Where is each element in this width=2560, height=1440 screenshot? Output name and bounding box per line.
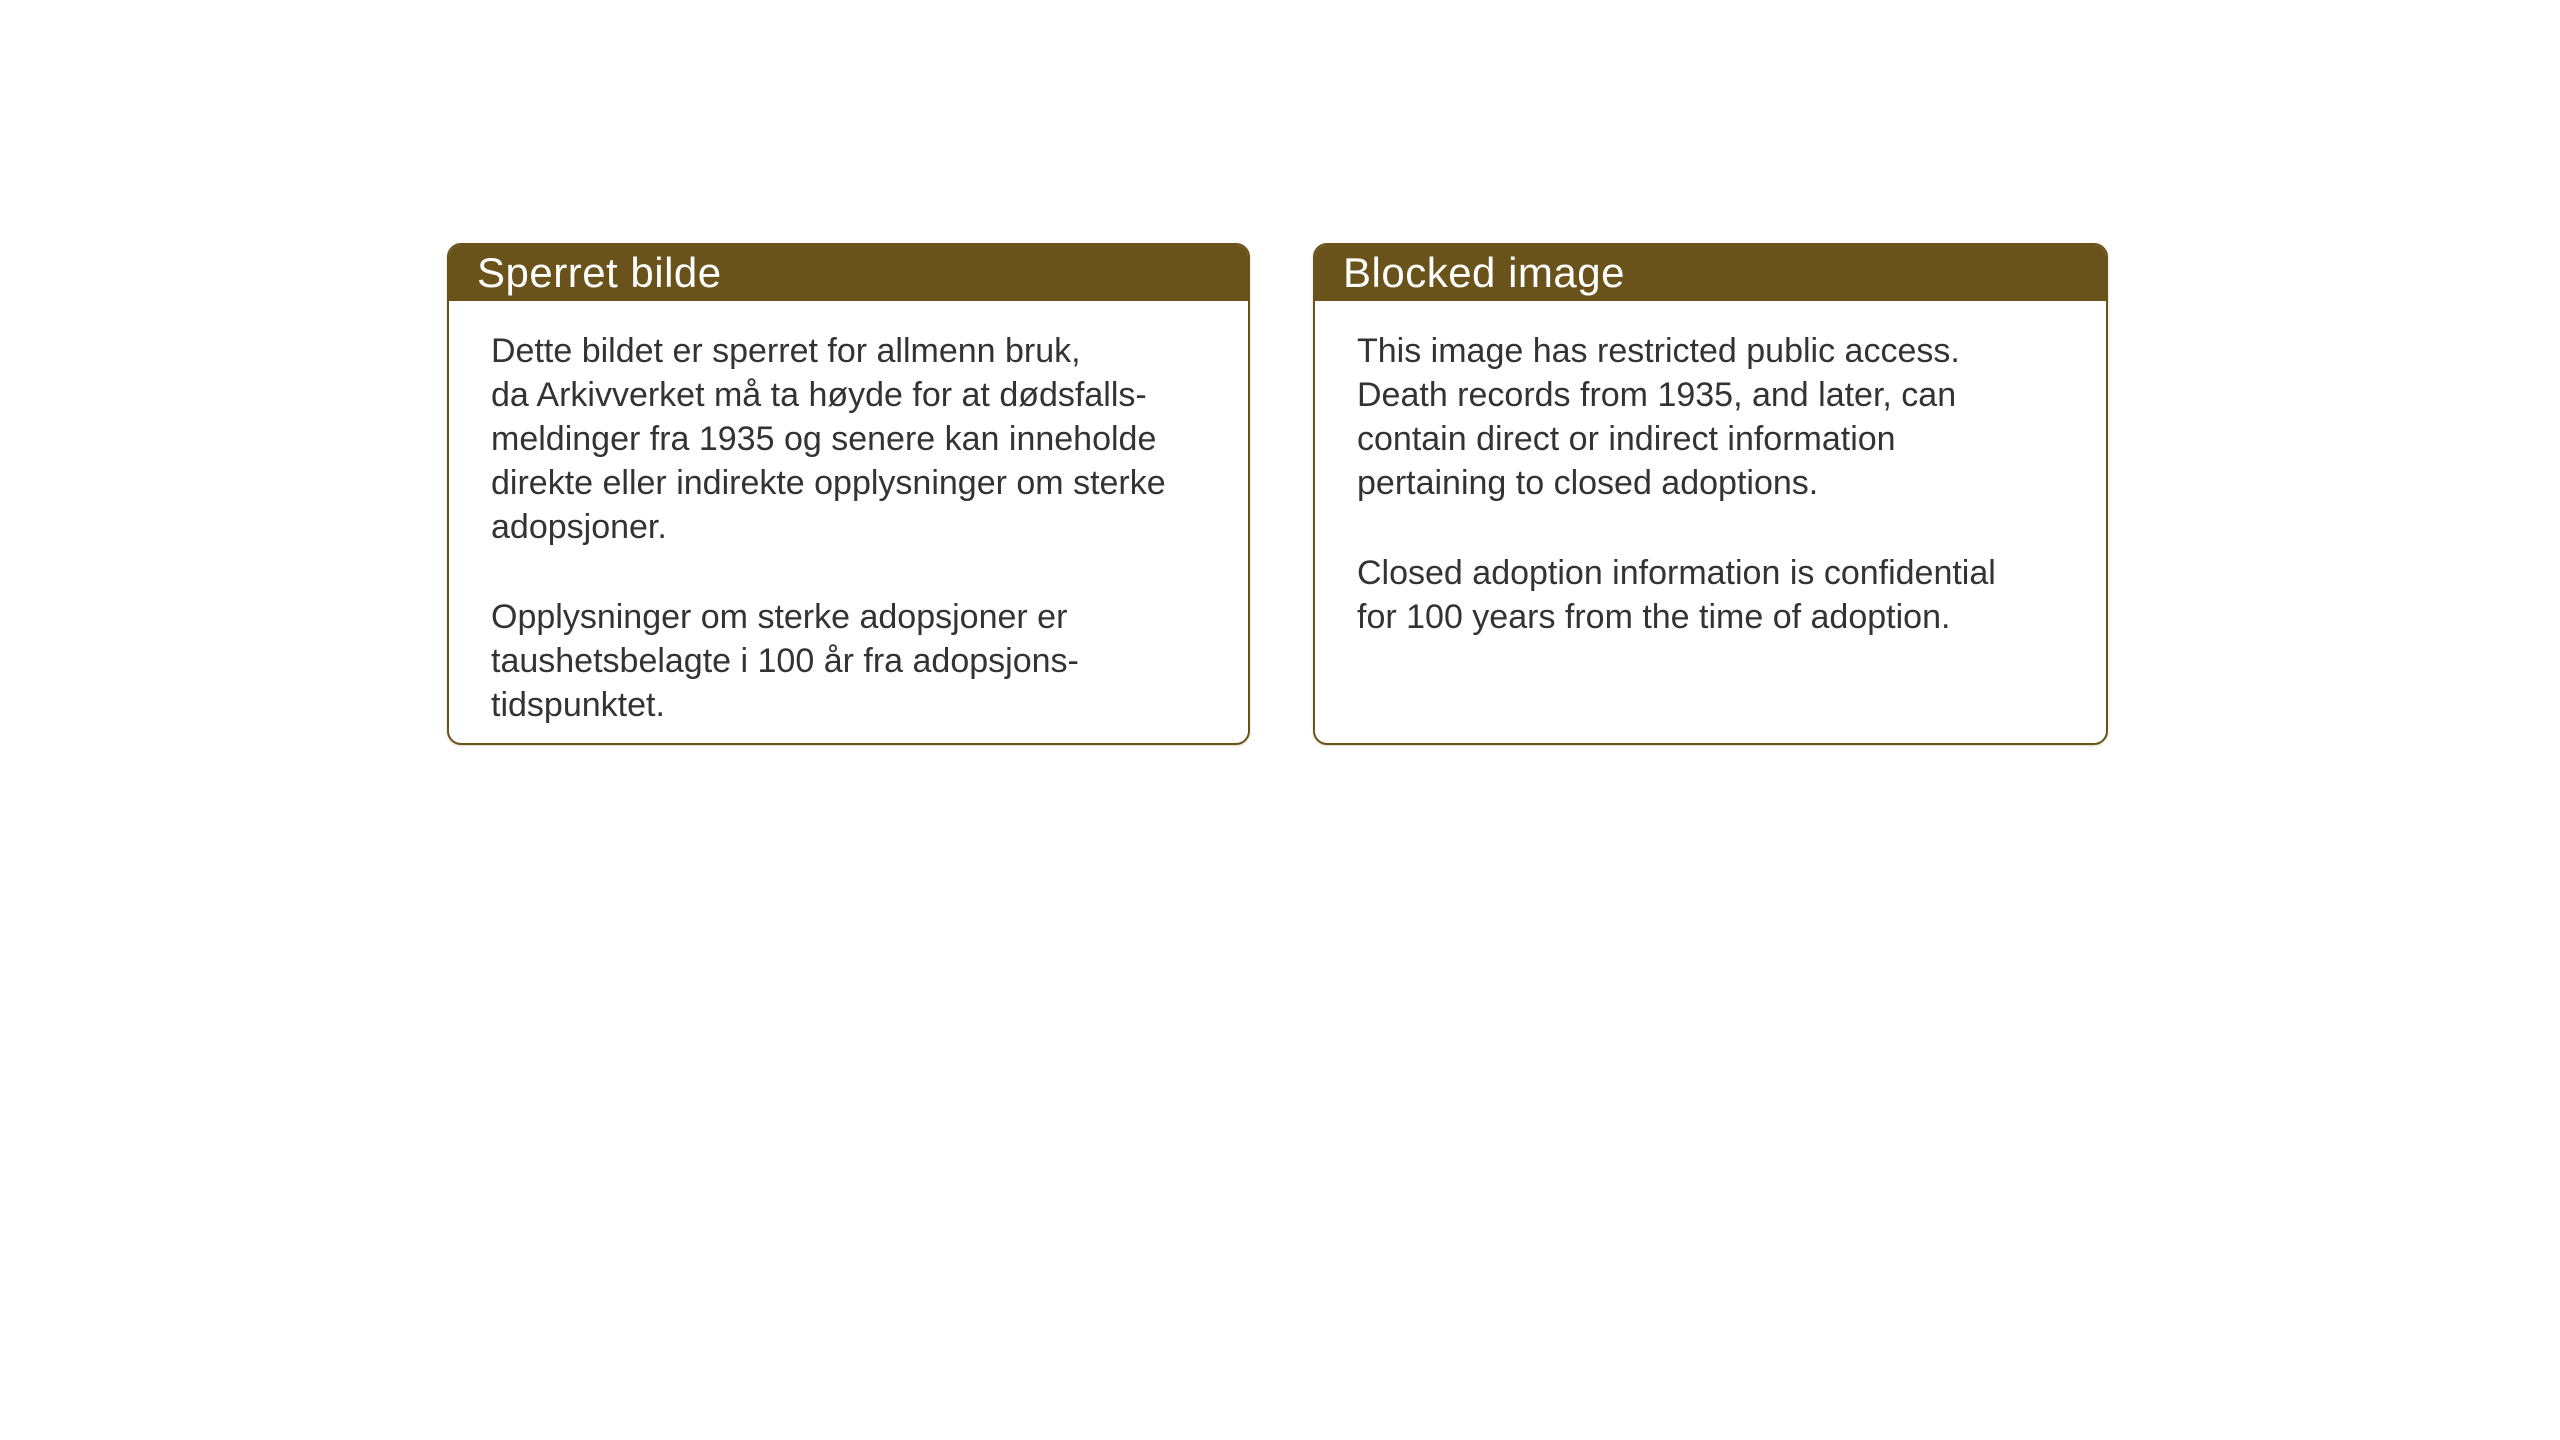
notice-paragraph bbox=[1357, 329, 2096, 505]
notice-paragraph bbox=[491, 595, 1238, 727]
blocked-image-notice-english bbox=[1313, 243, 2108, 745]
notice-body bbox=[449, 301, 1248, 727]
notice-title: Blocked image bbox=[1343, 249, 1625, 296]
notice-title: Sperret bilde bbox=[477, 249, 722, 296]
notice-line: Closed adoption information is confidential bbox=[1357, 554, 1996, 592]
notice-body bbox=[1315, 301, 2106, 639]
notice-line: Death records from 1935, and later, can bbox=[1357, 376, 1957, 414]
notice-line: Opplysninger om sterke adopsjoner er bbox=[491, 598, 1068, 636]
notice-line: adopsjoner. bbox=[491, 508, 667, 546]
notice-line: da Arkivverket må ta høyde for at dødsfalls- bbox=[491, 376, 1147, 414]
notice-line: direkte eller indirekte opplysninger om sterke bbox=[491, 464, 1166, 502]
notice-line: Dette bildet er sperret for allmenn bruk, bbox=[491, 332, 1081, 370]
notice-line: pertaining to closed adoptions. bbox=[1357, 464, 1819, 502]
notice-line: tidspunktet. bbox=[491, 686, 665, 724]
notice-paragraph bbox=[1357, 551, 2096, 639]
notice-header bbox=[449, 245, 1248, 301]
notice-paragraph bbox=[491, 329, 1238, 549]
notice-line: for 100 years from the time of adoption. bbox=[1357, 598, 1951, 636]
notice-line: meldinger fra 1935 og senere kan inneholde bbox=[491, 420, 1157, 458]
notice-line: contain direct or indirect information bbox=[1357, 420, 1896, 458]
blocked-image-notice-norwegian bbox=[447, 243, 1250, 745]
notice-line: This image has restricted public access. bbox=[1357, 332, 1960, 370]
notice-header bbox=[1315, 245, 2106, 301]
notice-line: taushetsbelagte i 100 år fra adopsjons- bbox=[491, 642, 1079, 680]
